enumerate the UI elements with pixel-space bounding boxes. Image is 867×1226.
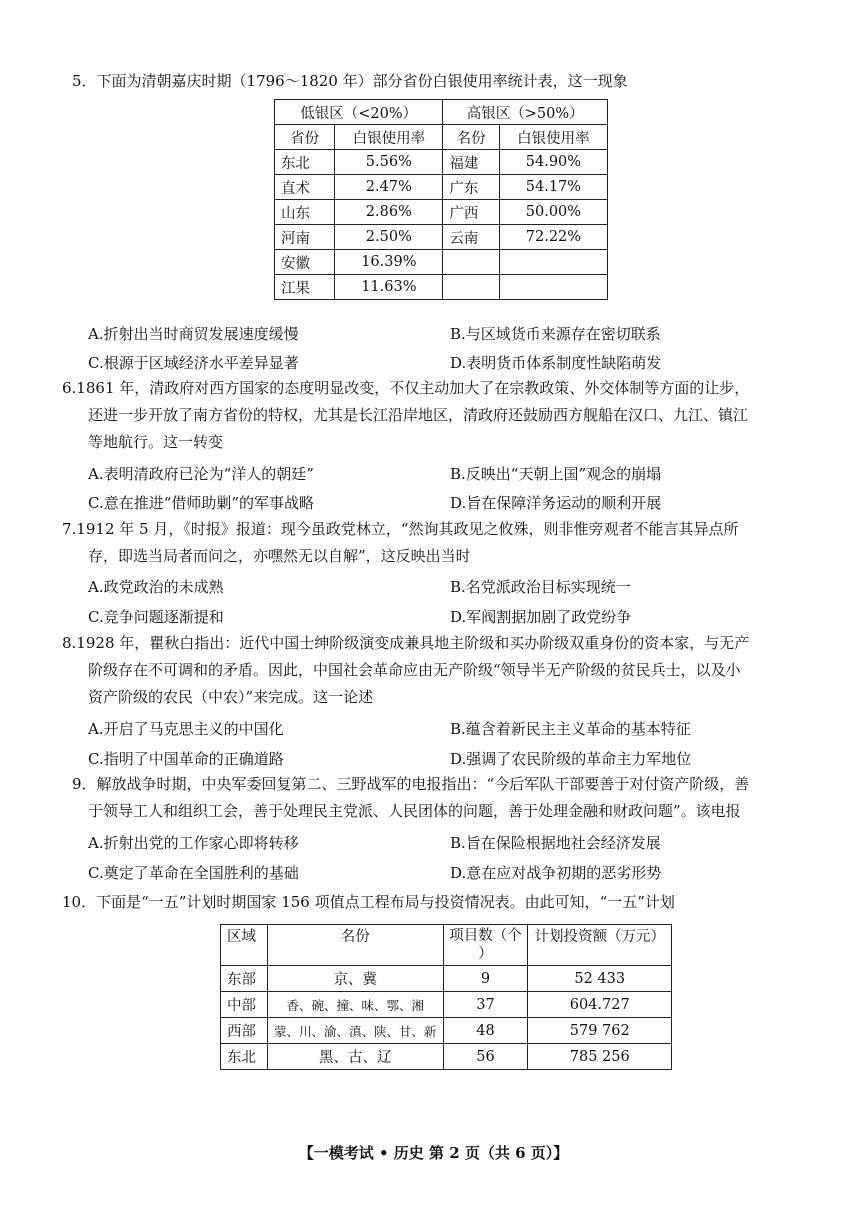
page-footer: 【一模考试 • 历史 第 2 页（共 6 页）】 — [298, 1144, 569, 1162]
table-cell — [443, 275, 499, 300]
col-header: 白银使用率 — [335, 125, 443, 150]
q8-option-b[interactable]: B.蕴含着新民主主义革命的基本特征 — [450, 720, 691, 738]
col-header: 名份 — [268, 925, 444, 966]
table-cell: 河南 — [275, 225, 335, 250]
table-cell: 广西 — [443, 200, 499, 225]
table-cell: 785 256 — [528, 1044, 672, 1070]
q7-option-a[interactable]: A.政党政治的未成熟 — [88, 578, 224, 596]
table-cell: 京、冀 — [268, 966, 444, 992]
col-header: 区域 — [221, 925, 268, 966]
table-row — [275, 275, 608, 300]
project-investment-table — [220, 924, 672, 1070]
table-row — [221, 1044, 672, 1070]
table-cell: 2.50% — [335, 225, 443, 250]
q9-option-b[interactable]: B.旨在保险根据地社会经济发展 — [450, 834, 661, 852]
table-cell: 2.47% — [335, 175, 443, 200]
q7-option-d[interactable]: D.军阀割据加剧了政党纷争 — [450, 608, 632, 626]
q5-stem: 5．下面为清朝嘉庆时期（1796～1820 年）部分省份白银使用率统计表，这一现象 — [72, 72, 628, 90]
table-cell: 48 — [443, 1018, 528, 1044]
table-row — [275, 250, 608, 275]
q9-option-d[interactable]: D.意在应对战争初期的恶劣形势 — [450, 864, 662, 882]
table-cell: 579 762 — [528, 1018, 672, 1044]
q7-option-b[interactable]: B.名党派政治目标实现统一 — [450, 578, 631, 596]
col-header-line: ） — [478, 946, 493, 962]
table-cell: 西部 — [221, 1018, 268, 1044]
table-cell: 福建 — [443, 150, 499, 175]
q9-option-a[interactable]: A.折射出党的工作家心即将转移 — [88, 834, 299, 852]
q5-option-d[interactable]: D.表明货币体系制度性缺陷萌发 — [450, 354, 662, 372]
q8-option-d[interactable]: D.强调了农民阶级的革命主力军地位 — [450, 750, 692, 768]
table-cell: 东北 — [221, 1044, 268, 1070]
table-cell: 中部 — [221, 992, 268, 1018]
table-cell: 16.39% — [335, 250, 443, 275]
table-cell: 604.727 — [528, 992, 672, 1018]
q8-stem-line: 8.1928 年，瞿秋白指出：近代中国士绅阶级演变成兼具地主阶级和买办阶级双重身份的资本家，与无产 — [62, 634, 750, 652]
table-cell: 50.00% — [499, 200, 607, 225]
table-cell: 广东 — [443, 175, 499, 200]
table-cell: 东部 — [221, 966, 268, 992]
table-cell: 54.90% — [499, 150, 607, 175]
table-cell: 11.63% — [335, 275, 443, 300]
col-header: 计划投资额（万元） — [528, 925, 672, 966]
silver-usage-table — [274, 99, 608, 300]
q7-stem-line: 存，即选当局者而问之，亦嘿然无以自解”，这反映出当时 — [88, 547, 471, 565]
q5-option-a[interactable]: A.折射出当时商贸发展速度缓慢 — [88, 325, 299, 343]
q7-option-c[interactable]: C.竞争问题逐渐提和 — [88, 608, 224, 626]
q8-stem-line: 阶级存在不可调和的矛盾。因此，中国社会革命应由无产阶级“领导半无产阶级的贫民兵士，以及小 — [88, 661, 741, 679]
table-row — [221, 992, 672, 1018]
table-cell: 54.17% — [499, 175, 607, 200]
table-row — [221, 966, 672, 992]
table-cell: 蒙、川、渝、滇、陕、甘、新 — [268, 1018, 444, 1044]
q9-stem-line: 9．解放战争时期，中央军委回复第二、三野战军的电报指出：“今后军队干部要善于对付资产阶级，善 — [72, 775, 750, 793]
table-cell: 直术 — [275, 175, 335, 200]
col-header: 白银使用率 — [499, 125, 607, 150]
table-cell: 黑、古、辽 — [268, 1044, 444, 1070]
table-cell: 9 — [443, 966, 528, 992]
table-row — [275, 150, 608, 175]
table-cell: 56 — [443, 1044, 528, 1070]
col-header-line: 项目数（个 — [449, 928, 522, 944]
table-cell: 72.22% — [499, 225, 607, 250]
table-cell: 52 433 — [528, 966, 672, 992]
q9-stem-line: 于领导工人和组织工会，善于处理民主党派、人民团体的问题，善于处理金融和财政问题”。该电报 — [88, 802, 741, 820]
table-cell — [499, 250, 607, 275]
q7-stem-line: 7.1912 年 5 月，《时报》报道：现今虽政党林立，“然询其政见之攸殊，则非惟旁观者不能言其异点所 — [62, 520, 739, 538]
table-cell: 山东 — [275, 200, 335, 225]
table-cell — [443, 250, 499, 275]
low-silver-header: 低银区（<20%） — [275, 100, 443, 125]
q6-stem-line: 等地航行。这一转变 — [88, 433, 224, 451]
table-cell: 37 — [443, 992, 528, 1018]
q8-stem-line: 资产阶级的农民（中农）”来完成。这一论述 — [88, 688, 374, 706]
table-cell: 江果 — [275, 275, 335, 300]
q8-option-a[interactable]: A.开启了马克思主义的中国化 — [88, 720, 284, 738]
table-row — [275, 175, 608, 200]
col-header: 省份 — [275, 125, 335, 150]
table-cell: 东北 — [275, 150, 335, 175]
q6-stem-line: 还进一步开放了南方省份的特权，尤其是长江沿岸地区，清政府还鼓励西方舰船在汉口、九江、镇江 — [88, 406, 749, 424]
col-header: 名份 — [443, 125, 499, 150]
q6-option-a[interactable]: A.表明清政府已沦为“洋人的朝廷” — [88, 465, 314, 483]
q6-option-b[interactable]: B.反映出“天朝上国”观念的崩塌 — [450, 465, 662, 483]
table-cell: 5.56% — [335, 150, 443, 175]
q10-stem: 10．下面是“一五”计划时期国家 156 项值点工程布局与投资情况表。由此可知，“一五”计划 — [62, 893, 675, 911]
table-cell: 安徽 — [275, 250, 335, 275]
q5-option-c[interactable]: C.根源于区域经济水平差异显著 — [88, 354, 299, 372]
q5-option-b[interactable]: B.与区域货币来源存在密切联系 — [450, 325, 661, 343]
table-row — [275, 225, 608, 250]
col-header — [443, 925, 528, 966]
table-cell: 2.86% — [335, 200, 443, 225]
q6-stem-line: 6.1861 年，清政府对西方国家的态度明显改变，不仅主动加大了在宗教政策、外交体制等方面的让步， — [62, 379, 750, 397]
table-cell — [499, 275, 607, 300]
table-cell: 香、碗、撞、味、鄂、湘 — [268, 992, 444, 1018]
high-silver-header: 高银区（>50%） — [443, 100, 608, 125]
q9-option-c[interactable]: C.奠定了革命在全国胜利的基础 — [88, 864, 299, 882]
table-row — [275, 200, 608, 225]
q8-option-c[interactable]: C.指明了中国革命的正确道路 — [88, 750, 284, 768]
table-cell: 云南 — [443, 225, 499, 250]
table-row — [221, 1018, 672, 1044]
q6-option-c[interactable]: C.意在推进“借师助剿”的军事战略 — [88, 494, 315, 512]
q6-option-d[interactable]: D.旨在保障洋务运动的顺利开展 — [450, 494, 662, 512]
